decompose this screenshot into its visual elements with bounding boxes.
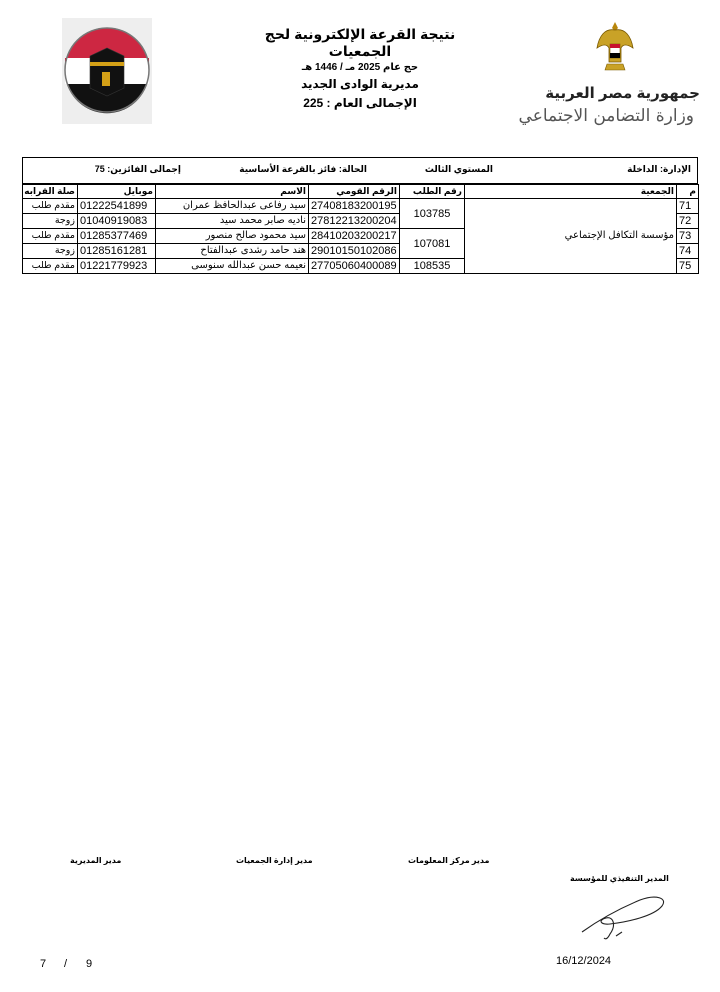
col-header-association: الجمعية — [465, 185, 677, 199]
col-header-name: الاسم — [156, 185, 309, 199]
info-admin: الإدارة: الداخلة — [627, 164, 691, 174]
page-total: 9 — [86, 958, 93, 970]
col-header-relation: صلة القرابه — [23, 185, 78, 199]
cell-m: 72 — [677, 214, 699, 229]
cell-relation: زوجة — [23, 244, 78, 259]
cell-national-id: 28410203200217 — [309, 229, 400, 244]
cell-request-no: 108535 — [400, 259, 465, 274]
cell-mobile: 01285377469 — [78, 229, 156, 244]
cell-relation: مقدم طلب — [23, 259, 78, 274]
sig-info-center-manager: مدير مركز المعلومات — [408, 856, 490, 865]
sig-associations-manager: مدير إدارة الجمعيات — [236, 856, 313, 865]
cell-relation: مقدم طلب — [23, 199, 78, 214]
table-row — [23, 199, 699, 214]
cell-m: 74 — [677, 244, 699, 259]
report-title: نتيجة القرعة الإلكترونية لحج الجمعيات — [264, 26, 456, 59]
winners-table — [22, 184, 699, 274]
print-date: 16/12/2024 — [556, 955, 612, 967]
cell-national-id: 27705060400089 — [309, 259, 400, 274]
table-header-row — [23, 185, 699, 199]
cell-name: سيد رفاعى عبدالحافظ عمران — [156, 199, 309, 214]
cell-national-id: 27408183200195 — [309, 199, 400, 214]
page-separator: / — [64, 958, 68, 970]
cell-name: ناديه صابر محمد سيد — [156, 214, 309, 229]
cell-national-id: 27812213200204 — [309, 214, 400, 229]
report-year: حج عام 2025 مـ / 1446 هـ — [301, 62, 419, 73]
cell-request-no: 103785 — [400, 199, 465, 229]
col-header-national-id: الرقم القومي — [309, 185, 400, 199]
cell-national-id: 29010150102086 — [309, 244, 400, 259]
col-header-request-no: رقم الطلب — [400, 185, 465, 199]
cell-name: هند حامد رشدى عبدالفتاح — [156, 244, 309, 259]
ministry-name: وزارة التضامن الاجتماعي — [518, 106, 694, 126]
cell-name: سيد محمود صالح منصور — [156, 229, 309, 244]
info-status: الحالة: فائز بالقرعة الأساسية — [239, 164, 367, 174]
cell-m: 71 — [677, 199, 699, 214]
ministry-emblem — [518, 18, 700, 136]
cell-m: 75 — [677, 259, 699, 274]
cell-mobile: 01221779923 — [78, 259, 156, 274]
cell-m: 73 — [677, 229, 699, 244]
total-general: الإجمالى العام : 225 — [303, 96, 417, 110]
info-bar — [22, 157, 698, 184]
egypt-eagle-emblem-icon — [595, 18, 635, 78]
cell-association: مؤسسة التكافل الإجتماعي — [465, 199, 677, 274]
sig-directorate-manager: مدير المديرية — [70, 856, 122, 865]
cell-relation: مقدم طلب — [23, 229, 78, 244]
cell-mobile: 01285161281 — [78, 244, 156, 259]
cell-mobile: 01222541899 — [78, 199, 156, 214]
info-winners-total: إجمالى الفائزين: 75 — [94, 164, 181, 174]
cell-name: نعيمه حسن عبدالله سنوسى — [156, 259, 309, 274]
cell-request-no: 107081 — [400, 229, 465, 259]
report-title-block — [235, 26, 485, 113]
ministry-hajj-logo — [62, 18, 152, 124]
info-level: المستوي الثالث — [424, 164, 493, 174]
sig-executive-director: المدير التنفيذي للمؤسسة — [570, 874, 669, 883]
signature-scribble — [576, 892, 672, 944]
directorate-name: مديرية الوادى الجديد — [301, 77, 419, 91]
col-header-m: م — [677, 185, 699, 199]
cell-mobile: 01040919083 — [78, 214, 156, 229]
republic-name: جمهورية مصر العربية — [545, 85, 700, 102]
col-header-mobile: موبايل — [78, 185, 156, 199]
cell-relation: زوجة — [23, 214, 78, 229]
page-current: 7 — [40, 958, 47, 970]
kaaba-logo-icon — [62, 18, 152, 124]
